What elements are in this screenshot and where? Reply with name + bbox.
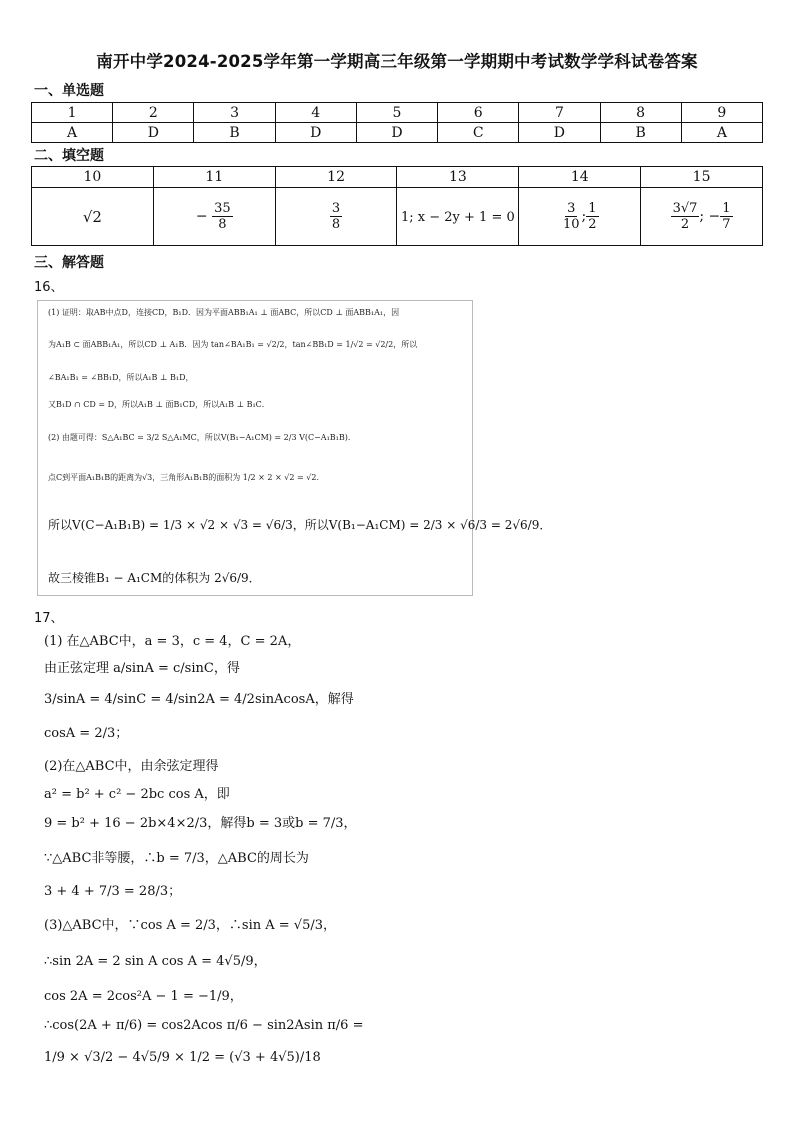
answer-choice: D: [356, 123, 437, 143]
fill-blank-answer-table: [31, 166, 763, 246]
answer-10: [32, 188, 154, 246]
answer-text: √2: [82, 207, 102, 226]
question-16-solution-image: [37, 300, 552, 596]
solution-line: (1) 在△ABC中，a = 3，c = 4，C = 2A，: [44, 634, 301, 649]
question-number: 9: [681, 103, 762, 123]
solution-line: (2) 由题可得：S△A₁BC = 3/2 S△A₁MC，所以V(B₁−A₁CM) = 2/3 V(C−A₁B₁B)．: [48, 433, 356, 442]
single-choice-answer-table: [31, 102, 763, 143]
numerator: 3: [567, 201, 576, 216]
numerator: 3: [331, 201, 341, 216]
answer-choice: D: [275, 123, 356, 143]
solution-line: 所以V(C−A₁B₁B) = 1/3 × √2 × √3 = √6/3，所以V(B₁−A₁CM) = 2/3 × √6/3 = 2√6/9．: [48, 518, 552, 532]
denominator: 7: [722, 217, 731, 232]
numerator: 1: [588, 201, 597, 216]
question-number: 15: [641, 167, 763, 188]
answer-choice: B: [600, 123, 681, 143]
section-heading-solutions: 三、解答题: [34, 255, 104, 271]
solution-line: a² = b² + c² − 2bc cos A，即: [44, 787, 230, 802]
question-number: 6: [438, 103, 519, 123]
fraction: [330, 201, 342, 232]
denominator: 2: [588, 217, 597, 232]
denominator: 8: [331, 217, 341, 232]
separator: ; −: [699, 208, 721, 225]
fraction: [212, 201, 233, 232]
section-heading-single-choice: 一、单选题: [34, 83, 104, 99]
question-number-row: [32, 103, 763, 123]
question-number: 13: [397, 167, 519, 188]
question-number-row: [32, 167, 763, 188]
answer-choice: B: [194, 123, 275, 143]
answer-choice: D: [519, 123, 600, 143]
answer-choice: D: [113, 123, 194, 143]
question-number: 5: [356, 103, 437, 123]
solution-line: ∴sin 2A = 2 sin A cos A = 4√5/9，: [44, 954, 267, 969]
answer-choice: A: [32, 123, 113, 143]
fraction: [561, 201, 582, 232]
solution-line: 点C到平面A₁B₁B的距离为√3，三角形A₁B₁B的面积为 1/2 × 2 × √2 = √2．: [48, 473, 325, 482]
solution-line: 故三棱锥B₁ − A₁CM的体积为 2√6/9．: [48, 571, 261, 585]
solution-line: ∵△ABC非等腰，∴b = 7/3，△ABC的周长为: [44, 851, 309, 866]
question-number: 8: [600, 103, 681, 123]
question-number: 10: [32, 167, 154, 188]
solution-line: 3/sinA = 4/sinC = 4/sin2A = 4/2sinAcosA，解得: [44, 692, 354, 707]
solution-line: 又B₁D ∩ CD = D，所以A₁B ⊥ 面B₁CD，所以A₁B ⊥ B₁C．: [48, 400, 270, 409]
separator: ;: [581, 208, 587, 225]
answer-row: [32, 123, 763, 143]
solution-line: (2)在△ABC中，由余弦定理得: [44, 759, 219, 774]
question-number: 14: [519, 167, 641, 188]
section-heading-fill-blank: 二、填空题: [34, 148, 104, 164]
solution-line: cosA = 2/3；: [44, 726, 129, 741]
numerator: 3√7: [672, 201, 698, 216]
solution-line: ∴cos(2A + π/6) = cos2Acos π/6 − sin2Asin π/6 =: [44, 1018, 364, 1033]
answer-11: [153, 188, 275, 246]
denominator: 8: [218, 217, 227, 232]
answer-13: [397, 188, 519, 246]
minus-sign: −: [195, 208, 208, 225]
solution-line: 为A₁B ⊂ 面ABB₁A₁，所以CD ⊥ A₁B．因为 tan∠BA₁B₁ = √2/2，tan∠BB₁D = 1/√2 = √2/2，所以: [48, 340, 418, 349]
answer-14: [519, 188, 641, 246]
question-17-label: 17、: [34, 611, 64, 626]
solution-line: (1) 证明：取AB中点D，连接CD，B₁D．因为平面ABB₁A₁ ⊥ 面ABC，所以CD ⊥ 面ABB₁A₁，因: [48, 308, 400, 317]
page-title: 南开中学2024-2025学年第一学期高三年级第一学期期中考试数学学科试卷答案: [96, 52, 698, 71]
answer-choice: A: [681, 123, 762, 143]
question-number: 3: [194, 103, 275, 123]
question-number: 2: [113, 103, 194, 123]
answer-choice: C: [438, 123, 519, 143]
question-number: 1: [32, 103, 113, 123]
answer-12: [275, 188, 397, 246]
solution-line: cos 2A = 2cos²A − 1 = −1/9，: [44, 989, 243, 1004]
solution-line: 3 + 4 + 7/3 = 28/3；: [44, 884, 182, 899]
denominator: 2: [680, 217, 690, 232]
fraction: [720, 201, 732, 232]
answer-15: [641, 188, 763, 246]
denominator: 10: [562, 217, 580, 232]
question-number: 12: [275, 167, 397, 188]
question-number: 11: [153, 167, 275, 188]
solution-line: ∠BA₁B₁ = ∠BB₁D，所以A₁B ⊥ B₁D，: [48, 373, 194, 382]
question-16-label: 16、: [34, 280, 64, 295]
solution-line: (3)△ABC中，∵cos A = 2/3，∴sin A = √5/3，: [44, 918, 337, 933]
numerator: 1: [722, 201, 731, 216]
fraction: [586, 201, 598, 232]
answer-text: 1; x − 2y + 1 = 0: [401, 209, 515, 225]
solution-line: 由正弦定理 a/sinA = c/sinC，得: [44, 661, 240, 676]
numerator: 35: [214, 201, 231, 216]
answer-row: [32, 188, 763, 246]
fraction: [671, 201, 700, 232]
question-number: 4: [275, 103, 356, 123]
solution-line: 1/9 × √3/2 − 4√5/9 × 1/2 = (√3 + 4√5)/18: [44, 1050, 321, 1065]
question-number: 7: [519, 103, 600, 123]
solution-line: 9 = b² + 16 − 2b×4×2/3，解得b = 3或b = 7/3，: [44, 816, 357, 831]
